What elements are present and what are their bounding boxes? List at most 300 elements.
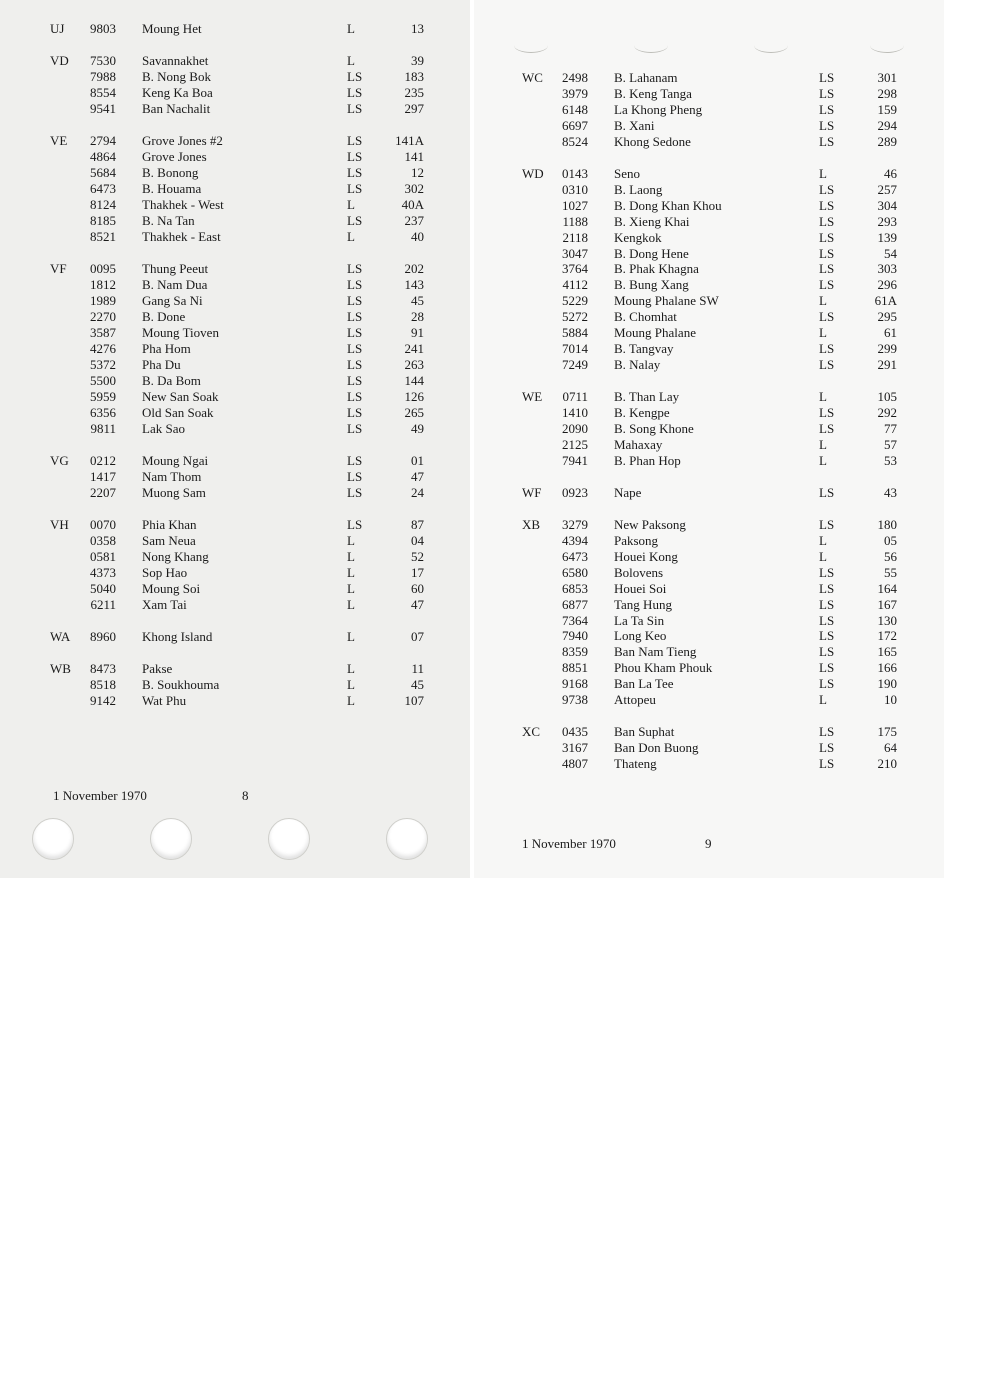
grid-code: 2270	[90, 309, 116, 324]
list-item	[0, 309, 1003, 325]
site-number: 165	[877, 644, 897, 660]
right-footer-page-number: 9	[705, 836, 712, 851]
list-item	[0, 102, 1003, 118]
list-item	[0, 613, 1003, 629]
site-number: 105	[877, 389, 897, 405]
site-type: LS	[347, 277, 363, 292]
site-number: 263	[404, 357, 424, 372]
site-number: 289	[877, 133, 897, 149]
grid-code: 2118	[562, 229, 588, 245]
list-item	[0, 325, 1003, 341]
site-number: 46	[884, 165, 897, 181]
site-name: Old San Soak	[142, 405, 214, 420]
site-type: LS	[819, 101, 835, 117]
grid-square: WF	[522, 484, 542, 500]
site-number: 294	[877, 117, 897, 133]
site-number: 45	[411, 293, 424, 308]
grid-code: 6473	[562, 548, 588, 564]
grid-code: 9803	[90, 21, 116, 36]
site-type: LS	[347, 85, 363, 100]
site-name: B. Nalay	[614, 357, 661, 373]
list-item	[0, 341, 1003, 357]
site-name: Thung Peeut	[142, 261, 209, 276]
site-number: 241	[404, 341, 424, 356]
grid-code: 4864	[90, 149, 116, 164]
site-type: L	[347, 693, 355, 708]
grid-code: 3979	[562, 85, 588, 101]
site-number: 40	[411, 229, 424, 244]
site-name: Moung Tioven	[142, 325, 219, 340]
grid-code: 6877	[562, 596, 588, 612]
list-item	[0, 70, 1003, 86]
grid-code: 3167	[562, 740, 588, 756]
site-type: LS	[819, 117, 835, 133]
grid-code: 2090	[562, 421, 588, 436]
list-item	[0, 230, 1003, 246]
site-type: L	[819, 165, 827, 181]
site-name: Nam Thom	[142, 469, 202, 484]
grid-code: 4807	[562, 756, 588, 772]
punch-hole	[268, 818, 310, 860]
site-name: B. Song Khone	[614, 421, 694, 436]
grid-code: 8185	[90, 213, 116, 228]
grid-square: WD	[522, 165, 544, 181]
grid-code: 0070	[90, 517, 116, 532]
grid-square: VH	[50, 517, 69, 532]
site-name: Phia Khan	[142, 517, 197, 532]
grid-code: 0711	[562, 389, 588, 405]
site-number: 39	[411, 53, 424, 68]
site-number: 183	[404, 69, 424, 84]
list-item	[0, 246, 1003, 262]
site-type: LS	[819, 612, 835, 628]
punch-hole-trace	[870, 38, 904, 53]
site-number: 190	[877, 676, 897, 692]
site-type: L	[819, 692, 827, 708]
site-type: LS	[819, 357, 835, 373]
list-item	[0, 692, 1003, 708]
site-name: Paksong	[614, 532, 659, 548]
punch-hole-trace	[514, 38, 548, 53]
site-type: LS	[819, 756, 835, 772]
grid-code: 7988	[90, 69, 116, 84]
grid-square: WC	[522, 70, 543, 85]
site-number: 47	[411, 597, 424, 612]
grid-code: 8359	[562, 644, 588, 660]
site-number: 139	[877, 229, 897, 245]
site-type: LS	[819, 484, 835, 500]
site-type: LS	[819, 309, 835, 325]
site-type: LS	[347, 325, 363, 340]
site-type: LS	[347, 517, 363, 532]
site-number: 298	[877, 85, 897, 101]
site-number: 40A	[401, 197, 424, 212]
site-number: 141A	[395, 133, 424, 148]
site-type: LS	[819, 85, 835, 101]
site-name: B. Phan Hop	[614, 452, 681, 468]
site-type: LS	[819, 245, 835, 261]
site-name: B. Da Bom	[142, 373, 201, 388]
site-number: 61A	[874, 293, 897, 309]
list-item	[0, 277, 1003, 293]
site-type: LS	[819, 277, 835, 293]
site-number: 05	[884, 532, 897, 548]
site-type: LS	[347, 389, 363, 404]
grid-square: WA	[50, 629, 71, 644]
punch-hole	[32, 818, 74, 860]
grid-square: VD	[50, 53, 69, 68]
list-item	[0, 214, 1003, 230]
grid-code: 2498	[562, 70, 588, 85]
site-name: Long Keo	[614, 628, 667, 644]
site-number: 56	[884, 548, 897, 564]
grid-code: 8851	[562, 660, 588, 676]
site-type: LS	[819, 564, 835, 580]
site-name: Nong Khang	[142, 549, 209, 564]
site-name: Keng Ka Boa	[142, 85, 213, 100]
site-type: LS	[819, 676, 835, 692]
site-number: 60	[411, 581, 424, 596]
site-name: B. Tangvay	[614, 341, 674, 357]
site-type: L	[347, 565, 355, 580]
list-item	[0, 628, 1003, 644]
site-name: Grove Jones	[142, 149, 207, 164]
site-number: 202	[404, 261, 424, 276]
site-name: B. Chomhat	[614, 309, 677, 325]
site-name: Muong Sam	[142, 485, 206, 500]
site-type: LS	[347, 149, 363, 164]
site-name: Pha Du	[142, 357, 181, 372]
list-item	[0, 724, 1003, 740]
list-item	[0, 740, 1003, 756]
list-item	[0, 565, 1003, 581]
site-type: L	[347, 677, 355, 692]
site-type: LS	[819, 229, 835, 245]
site-number: 12	[411, 165, 424, 180]
site-type: L	[819, 548, 827, 564]
site-number: 17	[411, 565, 424, 580]
site-number: 175	[877, 724, 897, 740]
site-number: 297	[404, 101, 424, 116]
site-name: Nape	[614, 484, 642, 500]
grid-square: VE	[50, 133, 68, 148]
site-number: 293	[877, 213, 897, 229]
grid-code: 4276	[90, 341, 116, 356]
grid-code: 6211	[90, 597, 116, 612]
site-number: 143	[404, 277, 424, 292]
grid-code: 6356	[90, 405, 116, 420]
site-number: 292	[877, 405, 897, 421]
site-number: 130	[877, 612, 897, 628]
list-item	[0, 261, 1003, 277]
site-type: L	[347, 661, 355, 676]
site-type: LS	[347, 101, 363, 116]
site-number: 107	[404, 693, 424, 708]
grid-code: 8524	[562, 133, 588, 149]
site-name: Ban Nachalit	[142, 101, 211, 116]
site-name: Lak Sao	[142, 421, 185, 436]
site-type: LS	[819, 197, 835, 213]
site-number: 47	[411, 469, 424, 484]
site-number: 304	[877, 197, 897, 213]
grid-code: 9168	[562, 676, 588, 692]
list-item	[0, 453, 1003, 469]
site-type: L	[347, 53, 355, 68]
grid-code: 0095	[90, 261, 116, 276]
site-name: B. Bung Xang	[614, 277, 689, 293]
left-footer-page-number: 8	[242, 788, 249, 803]
site-name: Ban La Tee	[614, 676, 674, 692]
site-name: B. Houama	[142, 181, 202, 196]
grid-code: 6853	[562, 580, 588, 596]
site-number: 291	[877, 357, 897, 373]
list-item	[0, 166, 1003, 182]
grid-code: 5229	[562, 293, 588, 309]
site-number: 04	[411, 533, 424, 548]
list-item	[0, 21, 1003, 37]
site-number: 180	[877, 516, 897, 532]
site-type: L	[347, 597, 355, 612]
site-name: B. Xani	[614, 117, 655, 133]
site-type: LS	[819, 70, 835, 85]
site-name: New Paksong	[614, 516, 686, 532]
site-number: 52	[411, 549, 424, 564]
left-footer-date: 1 November 1970	[53, 788, 147, 803]
list-item	[0, 549, 1003, 565]
grid-code: 3587	[90, 325, 116, 340]
list-item	[0, 660, 1003, 676]
site-name: Moung Phalane	[614, 325, 696, 341]
site-name: Khong Island	[142, 629, 213, 644]
site-name: La Ta Sin	[614, 612, 665, 628]
site-number: 299	[877, 341, 897, 357]
site-type: LS	[819, 341, 835, 357]
grid-code: 1188	[562, 213, 588, 229]
list-item	[0, 421, 1003, 437]
grid-code: 8518	[90, 677, 116, 692]
site-name: B. Keng Tanga	[614, 85, 692, 101]
site-type: LS	[819, 405, 835, 421]
site-number: 28	[411, 309, 424, 324]
list-item	[0, 118, 1003, 134]
site-number: 07	[411, 629, 424, 644]
site-type: LS	[819, 213, 835, 229]
grid-code: 2207	[90, 485, 116, 500]
site-name: Ban Don Buong	[614, 740, 699, 756]
grid-code: 8554	[90, 85, 116, 100]
grid-code: 6697	[562, 117, 588, 133]
site-type: L	[347, 197, 355, 212]
site-number: 54	[884, 245, 897, 261]
site-number: 235	[404, 85, 424, 100]
site-name: Thakhek - East	[142, 229, 221, 244]
list-item	[0, 517, 1003, 533]
list-item	[0, 485, 1003, 501]
grid-code: 5959	[90, 389, 116, 404]
site-type: LS	[347, 213, 363, 228]
grid-code: 5884	[562, 325, 588, 341]
grid-code: 0143	[562, 165, 588, 181]
grid-code: 9738	[562, 692, 588, 708]
site-name: B. Laong	[614, 181, 663, 197]
site-name: Savannakhet	[142, 53, 209, 68]
site-number: 265	[404, 405, 424, 420]
site-name: Houei Soi	[614, 580, 667, 596]
site-type: L	[819, 325, 827, 341]
list-item	[0, 86, 1003, 102]
grid-square: XB	[522, 516, 541, 532]
site-number: 01	[411, 453, 424, 468]
site-number: 172	[877, 628, 897, 644]
site-name: B. Na Tan	[142, 213, 195, 228]
site-type: LS	[819, 516, 835, 532]
right-footer-date: 1 November 1970	[522, 836, 616, 851]
site-name: Thateng	[614, 756, 657, 772]
grid-code: 8960	[90, 629, 116, 644]
site-number: 302	[404, 181, 424, 196]
grid-code: 9541	[90, 101, 116, 116]
site-number: 57	[884, 436, 897, 452]
site-type: LS	[347, 165, 363, 180]
grid-code: 4394	[562, 532, 588, 548]
site-name: Sam Neua	[142, 533, 196, 548]
site-number: 141	[404, 149, 424, 164]
list-item	[0, 149, 1003, 165]
site-type: L	[819, 293, 827, 309]
site-type: LS	[819, 740, 835, 756]
site-number: 10	[884, 692, 897, 708]
list-item	[0, 198, 1003, 214]
site-name: B. Dong Khan Khou	[614, 197, 722, 213]
list-item	[0, 373, 1003, 389]
site-number: 53	[884, 452, 897, 468]
site-number: 11	[411, 661, 424, 676]
punch-hole-trace	[634, 38, 668, 53]
site-type: LS	[347, 405, 363, 420]
site-name: Phou Kham Phouk	[614, 660, 713, 676]
site-number: 45	[411, 677, 424, 692]
site-name: Moung Ngai	[142, 453, 209, 468]
grid-code: 6580	[562, 564, 588, 580]
grid-code: 8521	[90, 229, 116, 244]
grid-code: 9142	[90, 693, 116, 708]
grid-code: 5500	[90, 373, 116, 388]
grid-code: 3279	[562, 516, 588, 532]
site-type: LS	[819, 596, 835, 612]
grid-code: 0358	[90, 533, 116, 548]
punch-hole-trace	[754, 38, 788, 53]
site-type: LS	[347, 373, 363, 388]
site-name: Sop Hao	[142, 565, 188, 580]
site-type: LS	[819, 660, 835, 676]
site-name: Moung Phalane SW	[614, 293, 719, 309]
site-name: Xam Tai	[142, 597, 187, 612]
site-type: L	[819, 452, 827, 468]
grid-code: 1027	[562, 197, 588, 213]
site-type: LS	[819, 580, 835, 596]
grid-code: 0212	[90, 453, 116, 468]
site-type: LS	[819, 261, 835, 277]
site-type: LS	[819, 421, 835, 436]
site-number: 126	[404, 389, 424, 404]
grid-code: 0923	[562, 484, 588, 500]
grid-code: 7364	[562, 612, 588, 628]
grid-code: 7014	[562, 341, 588, 357]
punch-hole	[150, 818, 192, 860]
list-item	[0, 533, 1003, 549]
site-type: LS	[347, 421, 363, 436]
grid-square: WB	[50, 661, 71, 676]
site-name: Seno	[614, 165, 640, 181]
list-item	[0, 293, 1003, 309]
list-item	[0, 437, 1003, 453]
site-name: B. Nam Dua	[142, 277, 208, 292]
site-name: B. Than Lay	[614, 389, 680, 405]
site-name: B. Dong Hene	[614, 245, 689, 261]
grid-square: UJ	[50, 21, 65, 36]
grid-code: 3047	[562, 245, 588, 261]
site-type: LS	[819, 724, 835, 740]
site-number: 49	[411, 421, 424, 436]
grid-code: 7941	[562, 452, 588, 468]
site-name: Gang Sa Ni	[142, 293, 203, 308]
site-name: Mahaxay	[614, 436, 663, 452]
site-number: 237	[404, 213, 424, 228]
site-type: LS	[347, 309, 363, 324]
site-name: Bolovens	[614, 564, 664, 580]
site-type: LS	[347, 469, 363, 484]
site-name: Ban Nam Tieng	[614, 644, 697, 660]
site-name: Pha Hom	[142, 341, 191, 356]
site-name: Wat Phu	[142, 693, 187, 708]
site-name: Ban Suphat	[614, 724, 675, 740]
site-type: LS	[819, 644, 835, 660]
grid-code: 7530	[90, 53, 116, 68]
site-name: Tang Hung	[614, 596, 672, 612]
site-name: B. Xieng Khai	[614, 213, 690, 229]
grid-code: 1812	[90, 277, 116, 292]
site-type: LS	[347, 293, 363, 308]
site-type: L	[819, 389, 827, 405]
grid-code: 9811	[90, 421, 116, 436]
list-item	[0, 357, 1003, 373]
grid-code: 2125	[562, 436, 588, 452]
list-item	[0, 469, 1003, 485]
grid-code: 1417	[90, 469, 116, 484]
site-name: Moung Het	[142, 21, 202, 36]
site-type: LS	[347, 181, 363, 196]
site-name: B. Kengpe	[614, 405, 670, 421]
site-number: 77	[884, 421, 897, 436]
grid-code: 6473	[90, 181, 116, 196]
grid-code: 4373	[90, 565, 116, 580]
site-number: 210	[877, 756, 897, 772]
site-type: L	[819, 532, 827, 548]
grid-code: 2794	[90, 133, 116, 148]
site-type: LS	[347, 133, 363, 148]
site-number: 43	[884, 484, 897, 500]
list-item	[0, 756, 1003, 772]
site-type: LS	[347, 357, 363, 372]
grid-square: WE	[522, 389, 543, 405]
grid-code: 0435	[562, 724, 588, 740]
site-number: 91	[411, 325, 424, 340]
site-type: L	[347, 533, 355, 548]
site-type: L	[347, 629, 355, 644]
site-name: B. Done	[142, 309, 186, 324]
grid-code: 0581	[90, 549, 116, 564]
list-item	[0, 389, 1003, 405]
